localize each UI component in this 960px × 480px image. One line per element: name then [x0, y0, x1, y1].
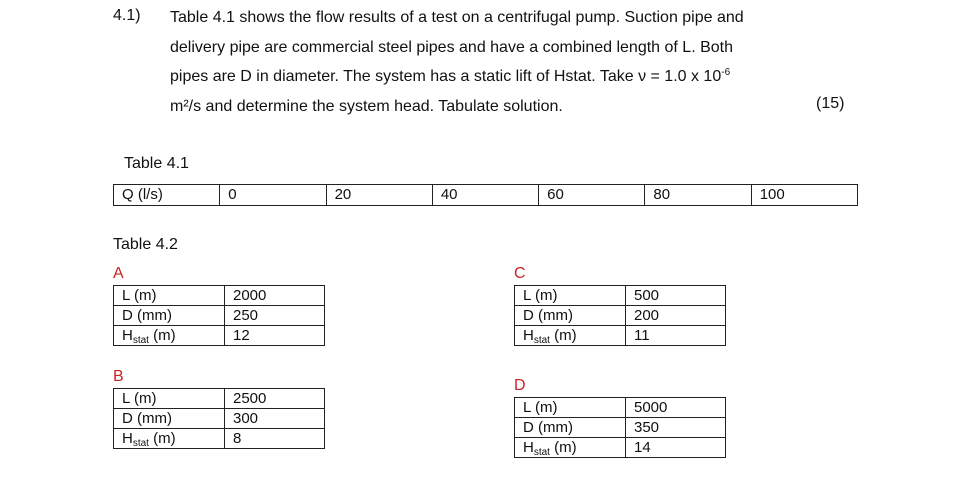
case-d-label: D — [514, 377, 526, 394]
case-b-table — [113, 388, 325, 449]
table-4-1-caption: Table 4.1 — [124, 155, 189, 172]
length-value: 5000 — [626, 398, 726, 418]
row-label: $H_{stat}$ (m) — [515, 438, 626, 458]
row-label: D (mm) — [114, 306, 225, 326]
row-label: D (mm) — [515, 418, 626, 438]
table-4-1 — [113, 184, 858, 206]
question-number: 4.1) — [113, 7, 141, 24]
question-line: delivery pipe are commercial steel pipes and have a combined length of L. Both — [170, 38, 733, 56]
row-label: D (mm) — [114, 409, 225, 429]
length-value: 500 — [626, 286, 726, 306]
question-line: m²/s and determine the system head. Tabulate solution. — [170, 97, 563, 115]
table-row — [114, 306, 325, 326]
case-a-label: A — [113, 265, 124, 282]
hstat-value: 14 — [626, 438, 726, 458]
diameter-value: 350 — [626, 418, 726, 438]
table-header-cell: Q (l/s) — [114, 185, 220, 206]
case-d-table — [514, 397, 726, 458]
case-c-table — [514, 285, 726, 346]
flow-value: 20 — [326, 185, 432, 206]
table-row — [515, 326, 726, 346]
marks: (15) — [816, 95, 845, 112]
question-line: pipes are D in diameter. The system has a static lift of Hstat. Take ν = 1.0 x $10^{-6}$ — [170, 67, 731, 85]
diameter-value: 250 — [225, 306, 325, 326]
table-row — [114, 409, 325, 429]
table-row — [114, 326, 325, 346]
table-4-2-caption: Table 4.2 — [113, 236, 178, 253]
question-line: Table 4.1 shows the flow results of a test on a centrifugal pump. Suction pipe and — [170, 9, 744, 26]
table-row — [515, 398, 726, 418]
row-label: $H_{stat}$ (m) — [515, 326, 626, 346]
exponent: -6 — [721, 67, 731, 78]
flow-value: 0 — [220, 185, 326, 206]
table-row — [114, 286, 325, 306]
row-label: $H_{stat}$ (m) — [114, 429, 225, 449]
row-label: L (m) — [515, 286, 626, 306]
row-label: D (mm) — [515, 306, 626, 326]
length-value: 2500 — [225, 389, 325, 409]
row-label: $H_{stat}$ (m) — [114, 326, 225, 346]
row-label: L (m) — [114, 286, 225, 306]
table-row — [515, 418, 726, 438]
diameter-value: 200 — [626, 306, 726, 326]
length-value: 2000 — [225, 286, 325, 306]
question-text — [170, 3, 810, 121]
table-row — [515, 438, 726, 458]
diameter-value: 300 — [225, 409, 325, 429]
table-row — [114, 429, 325, 449]
row-label: L (m) — [515, 398, 626, 418]
flow-value: 80 — [645, 185, 751, 206]
hstat-value: 12 — [225, 326, 325, 346]
table-row — [114, 389, 325, 409]
case-c-label: C — [514, 265, 526, 282]
hstat-value: 8 — [225, 429, 325, 449]
row-label: L (m) — [114, 389, 225, 409]
table-row — [114, 185, 858, 206]
flow-value: 40 — [432, 185, 538, 206]
case-a-table — [113, 285, 325, 346]
hstat-value: 11 — [626, 326, 726, 346]
table-row — [515, 306, 726, 326]
flow-value: 60 — [539, 185, 645, 206]
flow-value: 100 — [751, 185, 857, 206]
table-row — [515, 286, 726, 306]
case-b-label: B — [113, 368, 124, 385]
